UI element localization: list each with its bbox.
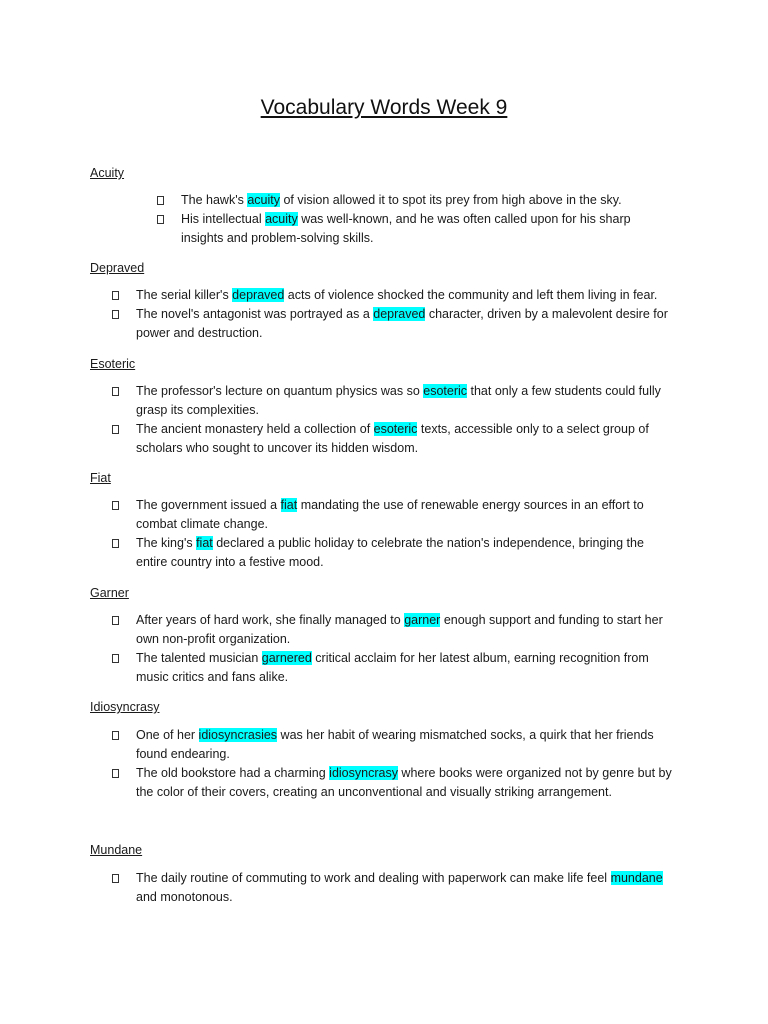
bullet-icon <box>112 731 119 740</box>
highlighted-word: depraved <box>232 288 285 302</box>
highlighted-word: garner <box>404 613 441 627</box>
bullet-icon <box>112 501 119 510</box>
list-item <box>181 210 661 248</box>
highlighted-word: fiat <box>280 498 298 512</box>
sentence-text: One of her idiosyncrasies was her habit of wearing mismatched socks, a quirk that her friends found endearing. <box>136 728 654 761</box>
example-list <box>136 869 681 907</box>
term-heading: Garner <box>90 586 129 600</box>
list-item <box>136 534 666 572</box>
bullet-icon <box>112 769 119 778</box>
highlighted-word: garnered <box>261 651 312 665</box>
example-list <box>136 611 681 687</box>
example-list <box>136 382 676 458</box>
sentence-text: His intellectual acuity was well-known, and he was often called upon for his sharp insights and problem-solving skills. <box>181 212 631 245</box>
bullet-icon <box>112 310 119 319</box>
sentence-text: The hawk's acuity of vision allowed it to spot its prey from high above in the sky. <box>181 193 622 207</box>
bullet-icon <box>112 291 119 300</box>
list-item <box>136 726 681 764</box>
list-item <box>136 305 676 343</box>
sentence-text: The daily routine of commuting to work and dealing with paperwork can make life feel mundane and monotonous. <box>136 871 663 904</box>
sentence-text: The old bookstore had a charming idiosyncrasy where books were organized not by genre but by the color of their covers, creating an unconventional and visually striking arrangement. <box>136 766 672 799</box>
highlighted-word: idiosyncrasies <box>198 728 278 742</box>
highlighted-word: depraved <box>373 307 426 321</box>
highlighted-word: esoteric <box>373 422 418 436</box>
bullet-icon <box>112 874 119 883</box>
list-item <box>181 191 661 210</box>
bullet-icon <box>112 387 119 396</box>
sentence-text: The government issued a fiat mandating the use of renewable energy sources in an effort to combat climate change. <box>136 498 644 531</box>
highlighted-word: acuity <box>247 193 280 207</box>
sentence-text: The professor's lecture on quantum physics was so esoteric that only a few students could fully grasp its complexities. <box>136 384 661 417</box>
sentence-text: The talented musician garnered critical acclaim for her latest album, earning recognition from music critics and fans alike. <box>136 651 649 684</box>
example-list <box>181 191 661 248</box>
term-heading: Fiat <box>90 471 111 485</box>
example-list <box>136 496 666 572</box>
bullet-icon <box>157 196 164 205</box>
sentence-text: After years of hard work, she finally managed to garner enough support and funding to start her own non-profit organization. <box>136 613 663 646</box>
highlighted-word: fiat <box>196 536 213 550</box>
bullet-icon <box>112 425 119 434</box>
list-item <box>136 649 681 687</box>
page-title: Vocabulary Words Week 9 <box>260 96 508 119</box>
list-item <box>136 420 676 458</box>
sentence-text: The ancient monastery held a collection of esoteric texts, accessible only to a select group of scholars who sought to uncover its hidden wisdom. <box>136 422 649 455</box>
bullet-icon <box>112 654 119 663</box>
sentence-text: The novel's antagonist was portrayed as a depraved character, driven by a malevolent desire for power and destruction. <box>136 307 668 340</box>
sentence-text: The king's fiat declared a public holiday to celebrate the nation's independence, bringing the entire country into a festive mood. <box>136 536 644 569</box>
highlighted-word: esoteric <box>423 384 468 398</box>
term-heading: Esoteric <box>90 357 136 371</box>
example-list <box>136 726 681 802</box>
list-item <box>136 764 681 802</box>
example-list <box>136 286 676 343</box>
highlighted-word: idiosyncrasy <box>329 766 398 780</box>
term-heading: Acuity <box>90 166 125 180</box>
bullet-icon <box>112 616 119 625</box>
term-heading: Idiosyncrasy <box>90 700 160 714</box>
list-item <box>136 611 681 649</box>
highlighted-word: acuity <box>265 212 298 226</box>
highlighted-word: mundane <box>610 871 663 885</box>
list-item <box>136 869 681 907</box>
bullet-icon <box>112 539 119 548</box>
term-heading: Mundane <box>90 843 143 857</box>
list-item <box>136 286 676 305</box>
sentence-text: The serial killer's depraved acts of violence shocked the community and left them living in fear. <box>136 288 658 302</box>
list-item <box>136 496 666 534</box>
bullet-icon <box>157 215 164 224</box>
list-item <box>136 382 676 420</box>
term-heading: Depraved <box>90 261 145 275</box>
